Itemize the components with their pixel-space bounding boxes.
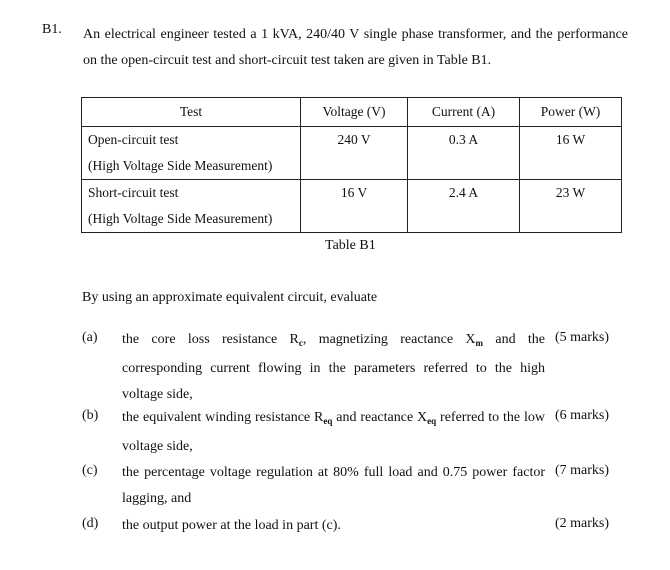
item-d-marks: (2 marks) (555, 516, 610, 531)
row-voltage: 16 V (301, 180, 408, 233)
row-test-cell (82, 127, 301, 180)
row-power: 23 W (520, 180, 622, 233)
item-c-letter: (c) (82, 463, 98, 478)
item-d-text: the output power at the load in part (c). (122, 518, 341, 533)
question-intro: An electrical engineer tested a 1 kVA, 240/40 V single phase transformer, and the performance on the open-circuit test and short-circuit test taken are given in Table B1. (83, 27, 628, 68)
header-voltage: Voltage (V) (301, 98, 408, 127)
item-b-marks: (6 marks) (555, 408, 610, 423)
item-b-text-part1: the equivalent winding resistance R (122, 410, 324, 425)
header-current: Current (A) (408, 98, 520, 127)
row-current: 2.4 A (408, 180, 520, 233)
row-power: 16 W (520, 127, 622, 180)
header-power: Power (W) (520, 98, 622, 127)
item-b-letter: (b) (82, 408, 99, 423)
item-a-sub-c: c (298, 338, 303, 348)
table-caption: Table B1 (325, 238, 376, 253)
row-test-cell (82, 180, 301, 233)
header-test: Test (82, 98, 301, 127)
item-a-letter: (a) (82, 330, 98, 345)
item-a-sub-m: m (475, 338, 484, 348)
row-current: 0.3 A (408, 127, 520, 180)
evaluate-instruction: By using an approximate equivalent circuit, evaluate (82, 290, 378, 305)
table-header-row (82, 98, 622, 127)
test-results-table (81, 97, 622, 233)
table-row (82, 127, 622, 180)
item-a-marks: (5 marks) (555, 330, 610, 345)
row-voltage: 240 V (301, 127, 408, 180)
item-a-text-part1: the core loss resistance R (122, 332, 299, 347)
row-test-name: Short-circuit test (88, 185, 179, 200)
question-number: B1. (42, 22, 62, 37)
item-a-text-part2: , magnetizing reactance X (302, 332, 476, 347)
row-test-note: (High Voltage Side Measurement) (88, 211, 273, 226)
item-d-letter: (d) (82, 516, 99, 531)
item-b-text-part2: and reactance X (332, 410, 428, 425)
item-b-sub-eq: eq (323, 416, 333, 426)
table-row (82, 180, 622, 233)
item-c-marks: (7 marks) (555, 463, 610, 478)
row-test-note: (High Voltage Side Measurement) (88, 158, 273, 173)
item-b-text-part3: referred to the low voltage side, (122, 410, 545, 454)
item-a-text-part3: and the corresponding current flowing in the parameters referred to the high voltage side, (122, 332, 545, 402)
item-c-text: the percentage voltage regulation at 80% full load and 0.75 power factor lagging, and (122, 465, 545, 506)
row-test-name: Open-circuit test (88, 132, 179, 147)
item-a-text (122, 327, 545, 408)
item-b-sub-eq-2: eq (427, 416, 437, 426)
item-b-text (122, 405, 545, 460)
